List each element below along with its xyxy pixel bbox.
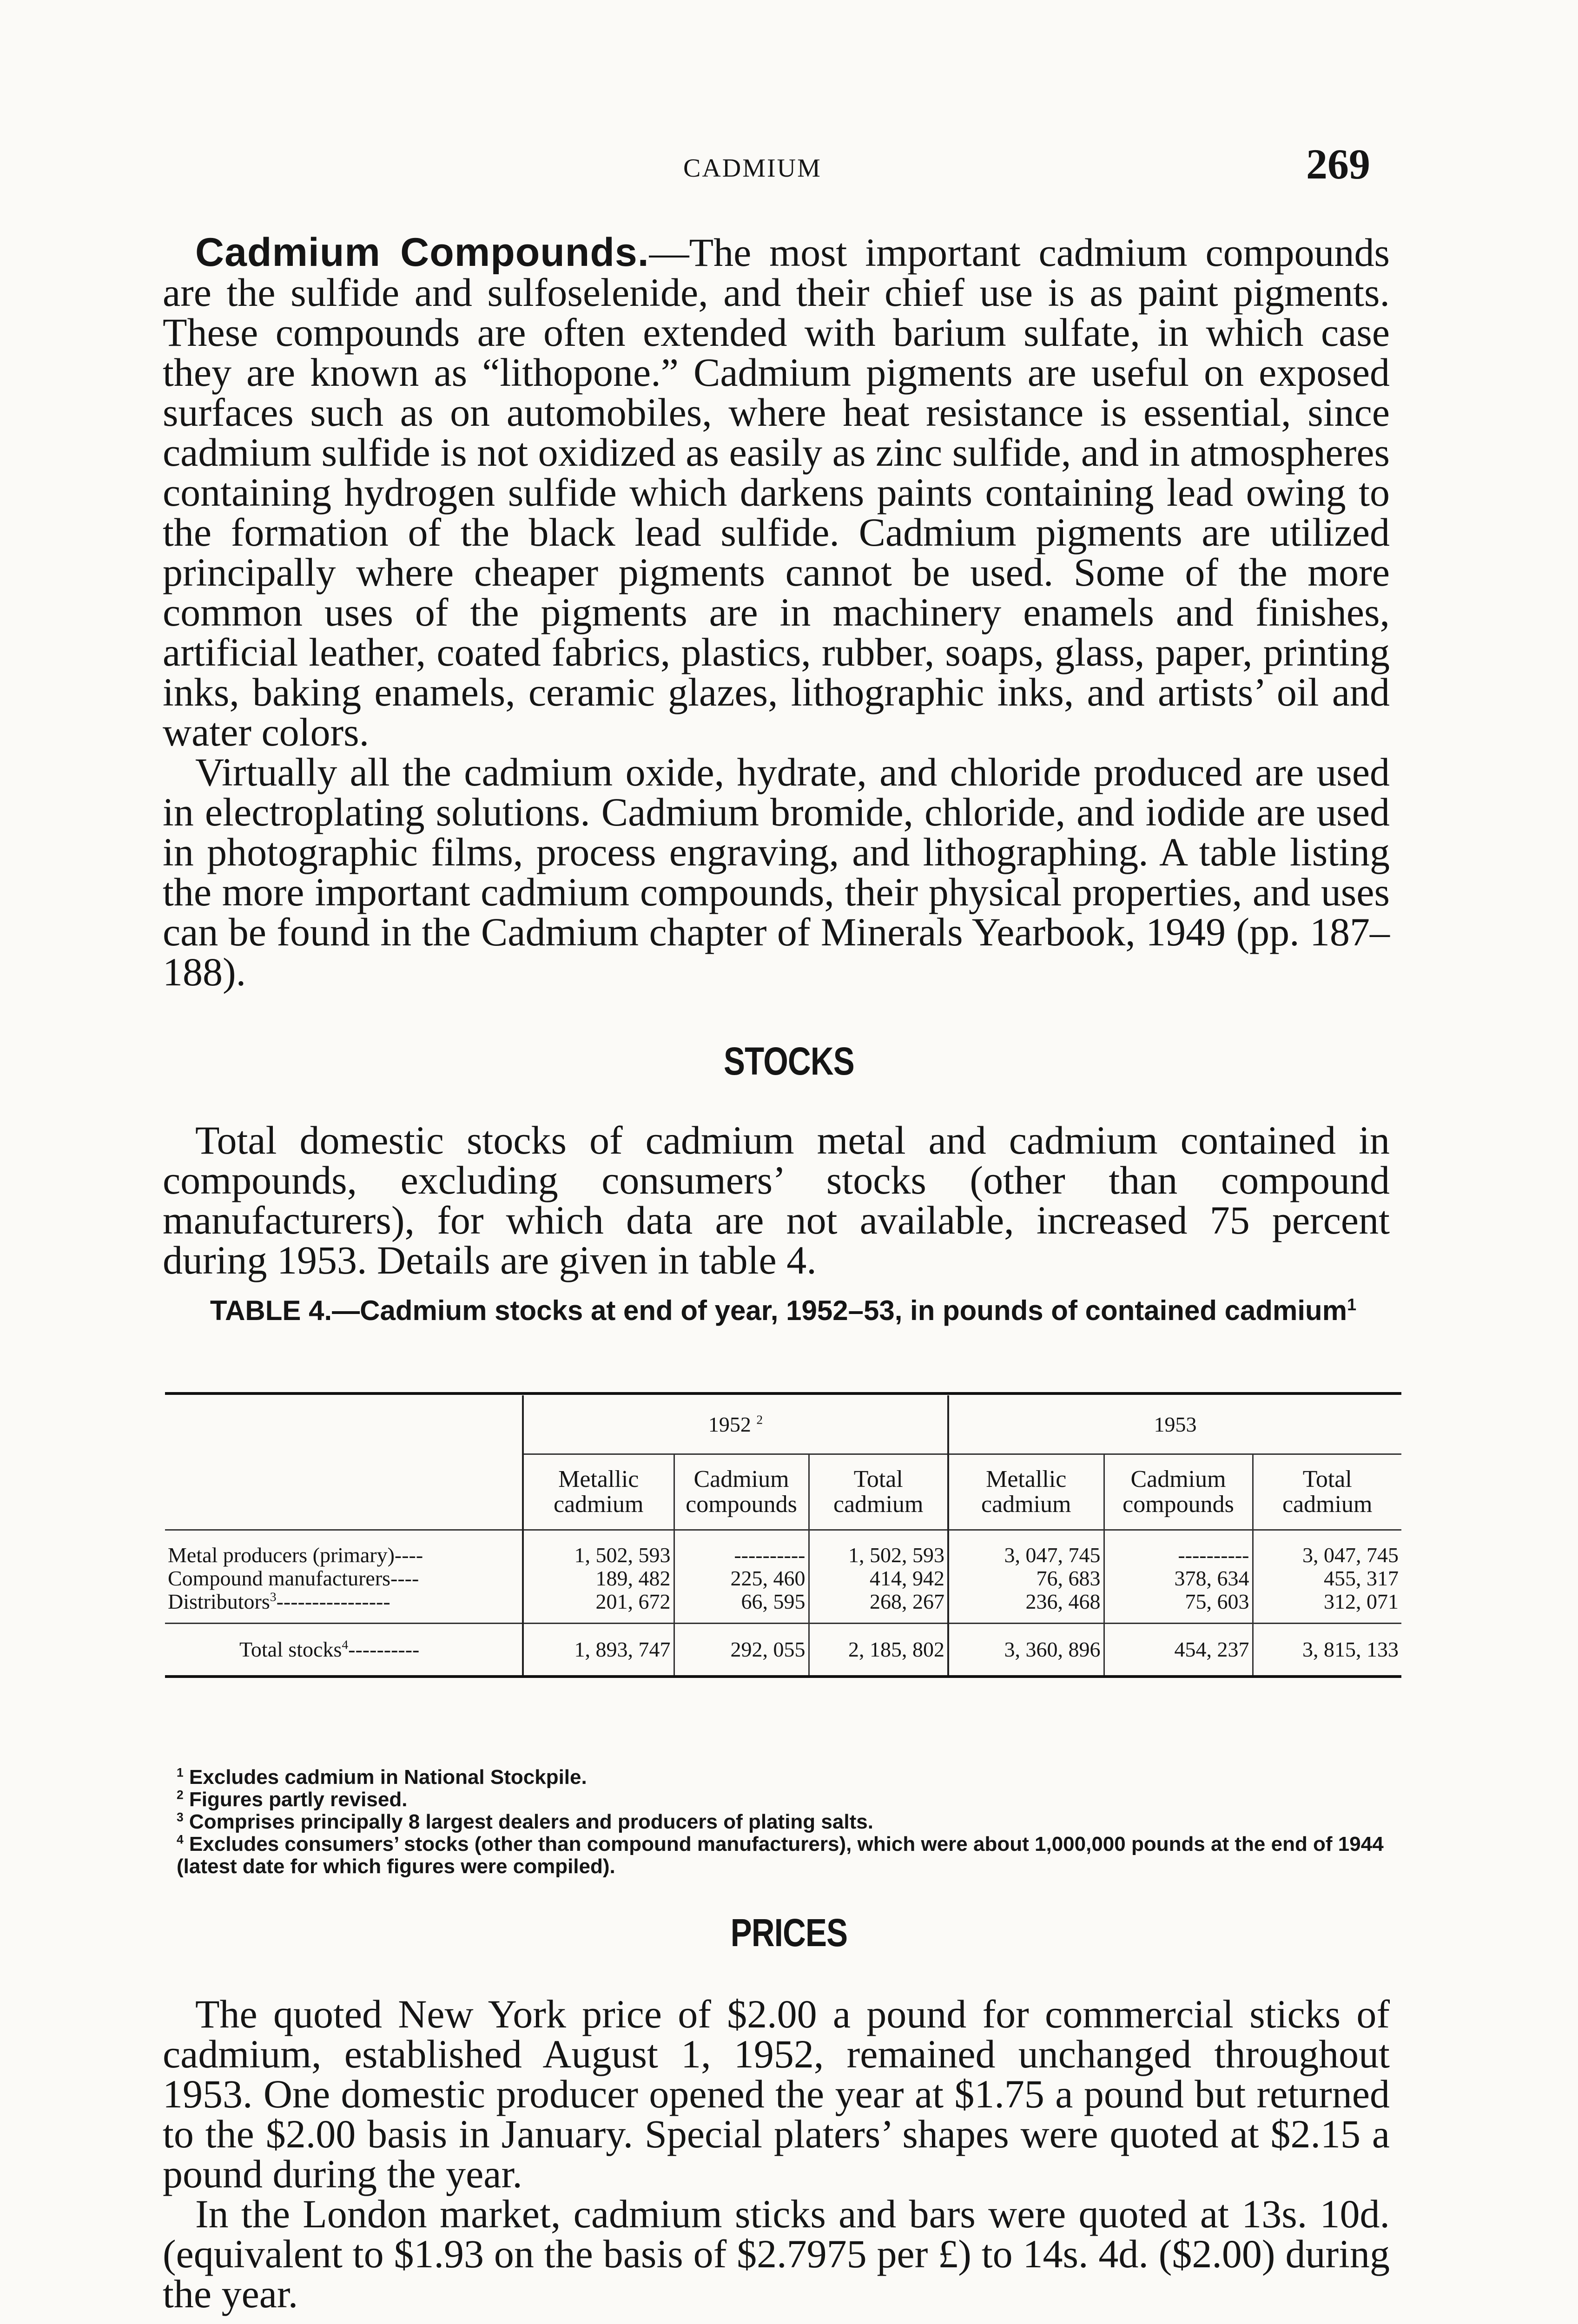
compounds-paragraph-1-text: —The most important cadmium compounds are the sulfide and sulfoselenide, and their chief use is as paint pigments. These compounds are often extended with barium sulfate, in which case they are known as “lithopone.” Cadmium pigments are useful on exposed surfaces such as on automobiles, where heat resistance is essential, since cadmium sulfide is not oxidized as easily as zinc sulfide, and in atmospheres containing hydrogen sulfide which darkens paints containing lead owing to the formation of the black lead sulfide. Cadmium pigments are utilized principally where cheaper pigments cannot be used. Some of the more common uses of the pigments are in machinery enamels and finishes, artificial leather, coated fabrics, plastics, rubber, soaps, glass, paper, printing inks, baking enamels, ceramic glazes, lithographic inks, and artists’ oil and water colors. [163, 230, 1390, 754]
footnote: $^3$ Comprises principally 8 largest dealers and producers of plating salts. [177, 1810, 873, 1833]
table-cell: ---------- [674, 1530, 809, 1567]
table-row [165, 1590, 1401, 1624]
table-cell: 76, 683 [948, 1567, 1104, 1590]
total-row [165, 1624, 1401, 1677]
year-header-1953: 1953 [948, 1395, 1401, 1454]
col-header-metallic-1952: Metallic cadmium [523, 1454, 674, 1530]
compounds-lead: Cadmium Compounds. [195, 230, 649, 275]
table-cell: 225, 460 [674, 1567, 809, 1590]
row-label: Compound manufacturers---- [168, 1566, 419, 1590]
col-header-total-1952: Total cadmium [809, 1454, 948, 1530]
footnote: $^2$ Figures partly revised. [177, 1788, 408, 1811]
col-header-compounds-1953: Cadmium compounds [1104, 1454, 1253, 1530]
total-cell: 454, 237 [1104, 1624, 1253, 1677]
table-cell: 414, 942 [809, 1567, 948, 1590]
table-cell: 1, 502, 593 [523, 1530, 674, 1567]
prices-paragraph-1: The quoted New York price of $2.00 a pound for commercial sticks of cadmium, established August 1, 1952, remained unchanged throughout 1953. One domestic producer opened the year at $1.75 a pound but returned to the $2.00 basis in January. Special platers’ shapes were quoted at $2.15 a pound during the year. [163, 1992, 1390, 2196]
page-number: 269 [1306, 140, 1370, 188]
table-cell: 3, 047, 745 [1253, 1530, 1401, 1567]
table-cell: 236, 468 [948, 1590, 1104, 1624]
table-caption-note: 1 [1347, 1295, 1357, 1314]
total-label: Total stocks$^4$---------- [165, 1624, 523, 1677]
column-header-row [165, 1454, 1401, 1530]
table-cell: 1, 502, 593 [809, 1530, 948, 1567]
stocks-section [163, 1120, 1390, 1280]
col-header-compounds-1952: Cadmium compounds [674, 1454, 809, 1530]
table-caption [165, 1294, 1401, 1327]
year-header-1952: 1952 $^2$ [523, 1395, 948, 1454]
total-cell: 3, 815, 133 [1253, 1624, 1401, 1677]
table-cell: 3, 047, 745 [948, 1530, 1104, 1567]
table-cell: 189, 482 [523, 1567, 674, 1590]
row-label: Distributors$^3$---------------- [168, 1589, 390, 1613]
total-cell: 3, 360, 896 [948, 1624, 1104, 1677]
total-cell: 292, 055 [674, 1624, 809, 1677]
table-cell: 268, 267 [809, 1590, 948, 1624]
table-cell: 312, 071 [1253, 1590, 1401, 1624]
total-cell: 2, 185, 802 [809, 1624, 948, 1677]
prices-heading: PRICES [730, 1911, 848, 1954]
table-caption-text: TABLE 4.—Cadmium stocks at end of year, 1952–53, in pounds of contained cadmium [210, 1295, 1347, 1326]
table-cell: 75, 603 [1104, 1590, 1253, 1624]
stocks-heading: STOCKS [724, 1039, 854, 1083]
running-head: CADMIUM [683, 154, 822, 183]
stub-header [165, 1395, 523, 1454]
table-cell: 455, 317 [1253, 1567, 1401, 1590]
compounds-paragraph-1 [163, 232, 1390, 752]
stocks-paragraph: Total domestic stocks of cadmium metal and cadmium contained in compounds, excluding consumers’ stocks (other than compound manufacturers), for which data are not available, increased 75 percent during 1953. Details are given in table 4. [163, 1118, 1390, 1282]
footnote: $^1$ Excludes cadmium in National Stockpile. [177, 1765, 587, 1789]
footnote: $^4$ Excludes consumers’ stocks (other than compound manufacturers), which were about 1,000,000 pounds at the end of 1944 (latest date for which figures were compiled). [177, 1832, 1384, 1878]
cadmium-stocks-table [165, 1392, 1401, 1678]
table-cell: ---------- [1104, 1530, 1253, 1567]
compounds-section [163, 232, 1390, 992]
prices-section [163, 1994, 1390, 2314]
compounds-paragraph-2: Virtually all the cadmium oxide, hydrate, and chloride produced are used in electroplating solutions. Cadmium bromide, chloride, and iodide are used in photographic films, process engraving, and lithographing. A table listing the more important cadmium compounds, their physical properties, and uses can be found in the Cadmium chapter of Minerals Yearbook, 1949 (pp. 187–188). [163, 750, 1390, 994]
table-footnotes [177, 1766, 1413, 1878]
table-cell: 201, 672 [523, 1590, 674, 1624]
stub-header-blank [165, 1454, 523, 1530]
year-header-row [165, 1395, 1401, 1454]
table-row [165, 1567, 1401, 1590]
row-label: Metal producers (primary)---- [168, 1543, 423, 1567]
total-cell: 1, 893, 747 [523, 1624, 674, 1677]
table-cell: 378, 634 [1104, 1567, 1253, 1590]
table-row [165, 1530, 1401, 1567]
col-header-total-1953: Total cadmium [1253, 1454, 1401, 1530]
col-header-metallic-1953: Metallic cadmium [948, 1454, 1104, 1530]
table-cell: 66, 595 [674, 1590, 809, 1624]
prices-paragraph-2: In the London market, cadmium sticks and bars were quoted at 13s. 10d. (equivalent to $1.93 on the basis of $2.7975 per £) to 14s. 4d. ($2.00) during the year. [163, 2192, 1390, 2316]
